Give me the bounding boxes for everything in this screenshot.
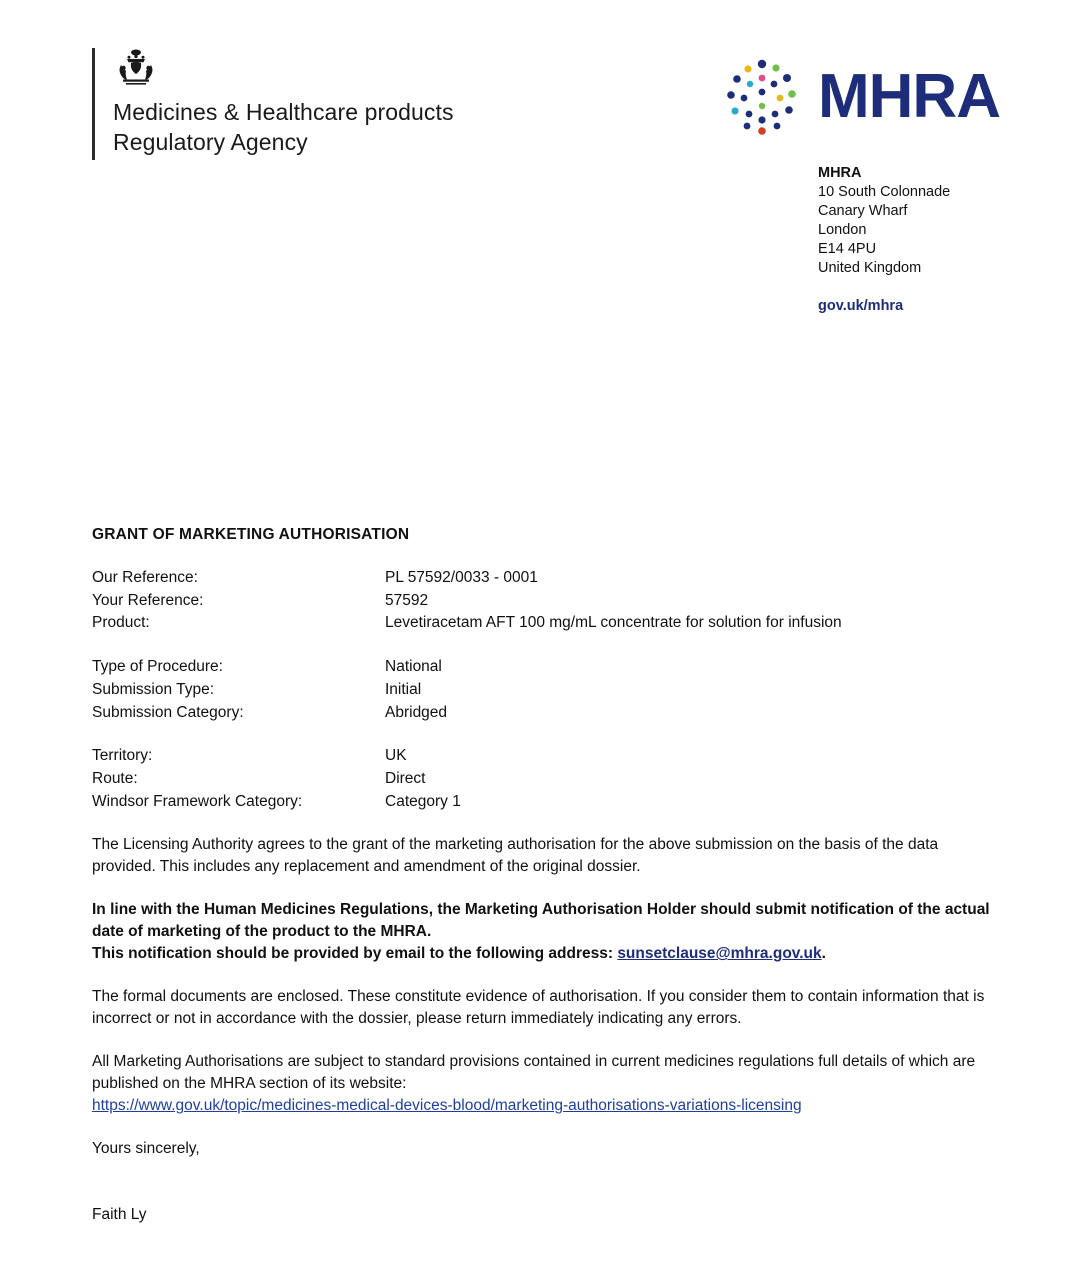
field-value: 57592 (385, 591, 429, 609)
address-line2: Canary Wharf (818, 203, 908, 219)
table-row (92, 702, 447, 725)
table-row (92, 768, 461, 791)
table-row (92, 590, 842, 613)
mhra-logo (720, 58, 1000, 136)
mhra-wordmark: MHRA (818, 62, 1000, 131)
department-name-line1: Medicines & Healthcare products (113, 99, 454, 125)
field-value: Abridged (385, 703, 448, 721)
sign-off: Yours sincerely, (92, 1140, 200, 1158)
agency-website-link[interactable]: gov.uk/mhra (818, 298, 904, 314)
field-label: Type of Procedure: (92, 658, 223, 676)
notification-line2-prefix: This notification should be provided by email to the following address: (92, 945, 618, 963)
field-label: Route: (92, 769, 138, 787)
table-row (92, 567, 842, 590)
signatory-name: Faith Ly (92, 1206, 147, 1224)
department-branding (92, 48, 612, 160)
field-label: Product: (92, 614, 150, 632)
field-value: Category 1 (385, 792, 461, 810)
reference-details-table (92, 567, 842, 635)
field-label: Submission Type: (92, 680, 215, 698)
mhra-dot-cluster-icon (720, 58, 804, 136)
paragraph-notification (92, 899, 992, 965)
procedure-details-table (92, 656, 447, 724)
notification-suffix: . (821, 945, 826, 963)
field-value: Direct (385, 769, 426, 787)
paragraph-provisions (92, 1051, 992, 1117)
provisions-text: All Marketing Authorisations are subject to standard provisions contained in current medicines regulations full details of which are published on the MHRA section of its website: (92, 1053, 976, 1093)
sunset-clause-email-link[interactable]: sunsetclause@mhra.gov.uk (617, 945, 822, 963)
table-row (92, 656, 447, 679)
table-row (92, 791, 461, 814)
address-line3: London (818, 222, 867, 238)
field-label: Windsor Framework Category: (92, 792, 303, 810)
field-value: Initial (385, 680, 422, 698)
address-line1: 10 South Colonnade (818, 184, 951, 200)
field-value: National (385, 658, 442, 676)
field-value: UK (385, 747, 407, 765)
territory-details-table (92, 745, 461, 813)
address-org: MHRA (818, 165, 862, 181)
table-row (92, 612, 842, 635)
address-line4: E14 4PU (818, 241, 877, 257)
address-block (818, 164, 950, 316)
royal-crest-icon (113, 48, 159, 88)
letter-body (92, 524, 992, 1226)
gov-uk-licensing-link[interactable]: https://www.gov.uk/topic/medicines-medical-devices-blood/marketing-authorisations-variations-licensing (92, 1097, 802, 1115)
field-label: Submission Category: (92, 703, 244, 721)
paragraph-formal-documents: The formal documents are enclosed. These constitute evidence of authorisation. If you consider them to contain information that is incorrect or not in accordance with the dossier, please return immediately indicating any errors. (92, 988, 985, 1028)
department-name-line2: Regulatory Agency (113, 129, 308, 155)
paragraph-agreement: The Licensing Authority agrees to the grant of the marketing authorisation for the above submission on the basis of the data provided. This includes any replacement and amendment of the original dossier. (92, 836, 939, 876)
address-line5: United Kingdom (818, 260, 922, 276)
page-title: GRANT OF MARKETING AUTHORISATION (92, 526, 410, 543)
field-label: Your Reference: (92, 591, 204, 609)
field-value: Levetiracetam AFT 100 mg/mL concentrate for solution for infusion (385, 614, 842, 632)
field-label: Territory: (92, 747, 153, 765)
field-value: PL 57592/0033 - 0001 (385, 569, 538, 586)
table-row (92, 679, 447, 702)
field-label: Our Reference: (92, 569, 198, 586)
letterhead (92, 40, 1000, 170)
notification-line1: In line with the Human Medicines Regulations, the Marketing Authorisation Holder should submit notification of the actual date of marketing of the product to the MHRA. (92, 901, 990, 941)
table-row (92, 745, 461, 768)
